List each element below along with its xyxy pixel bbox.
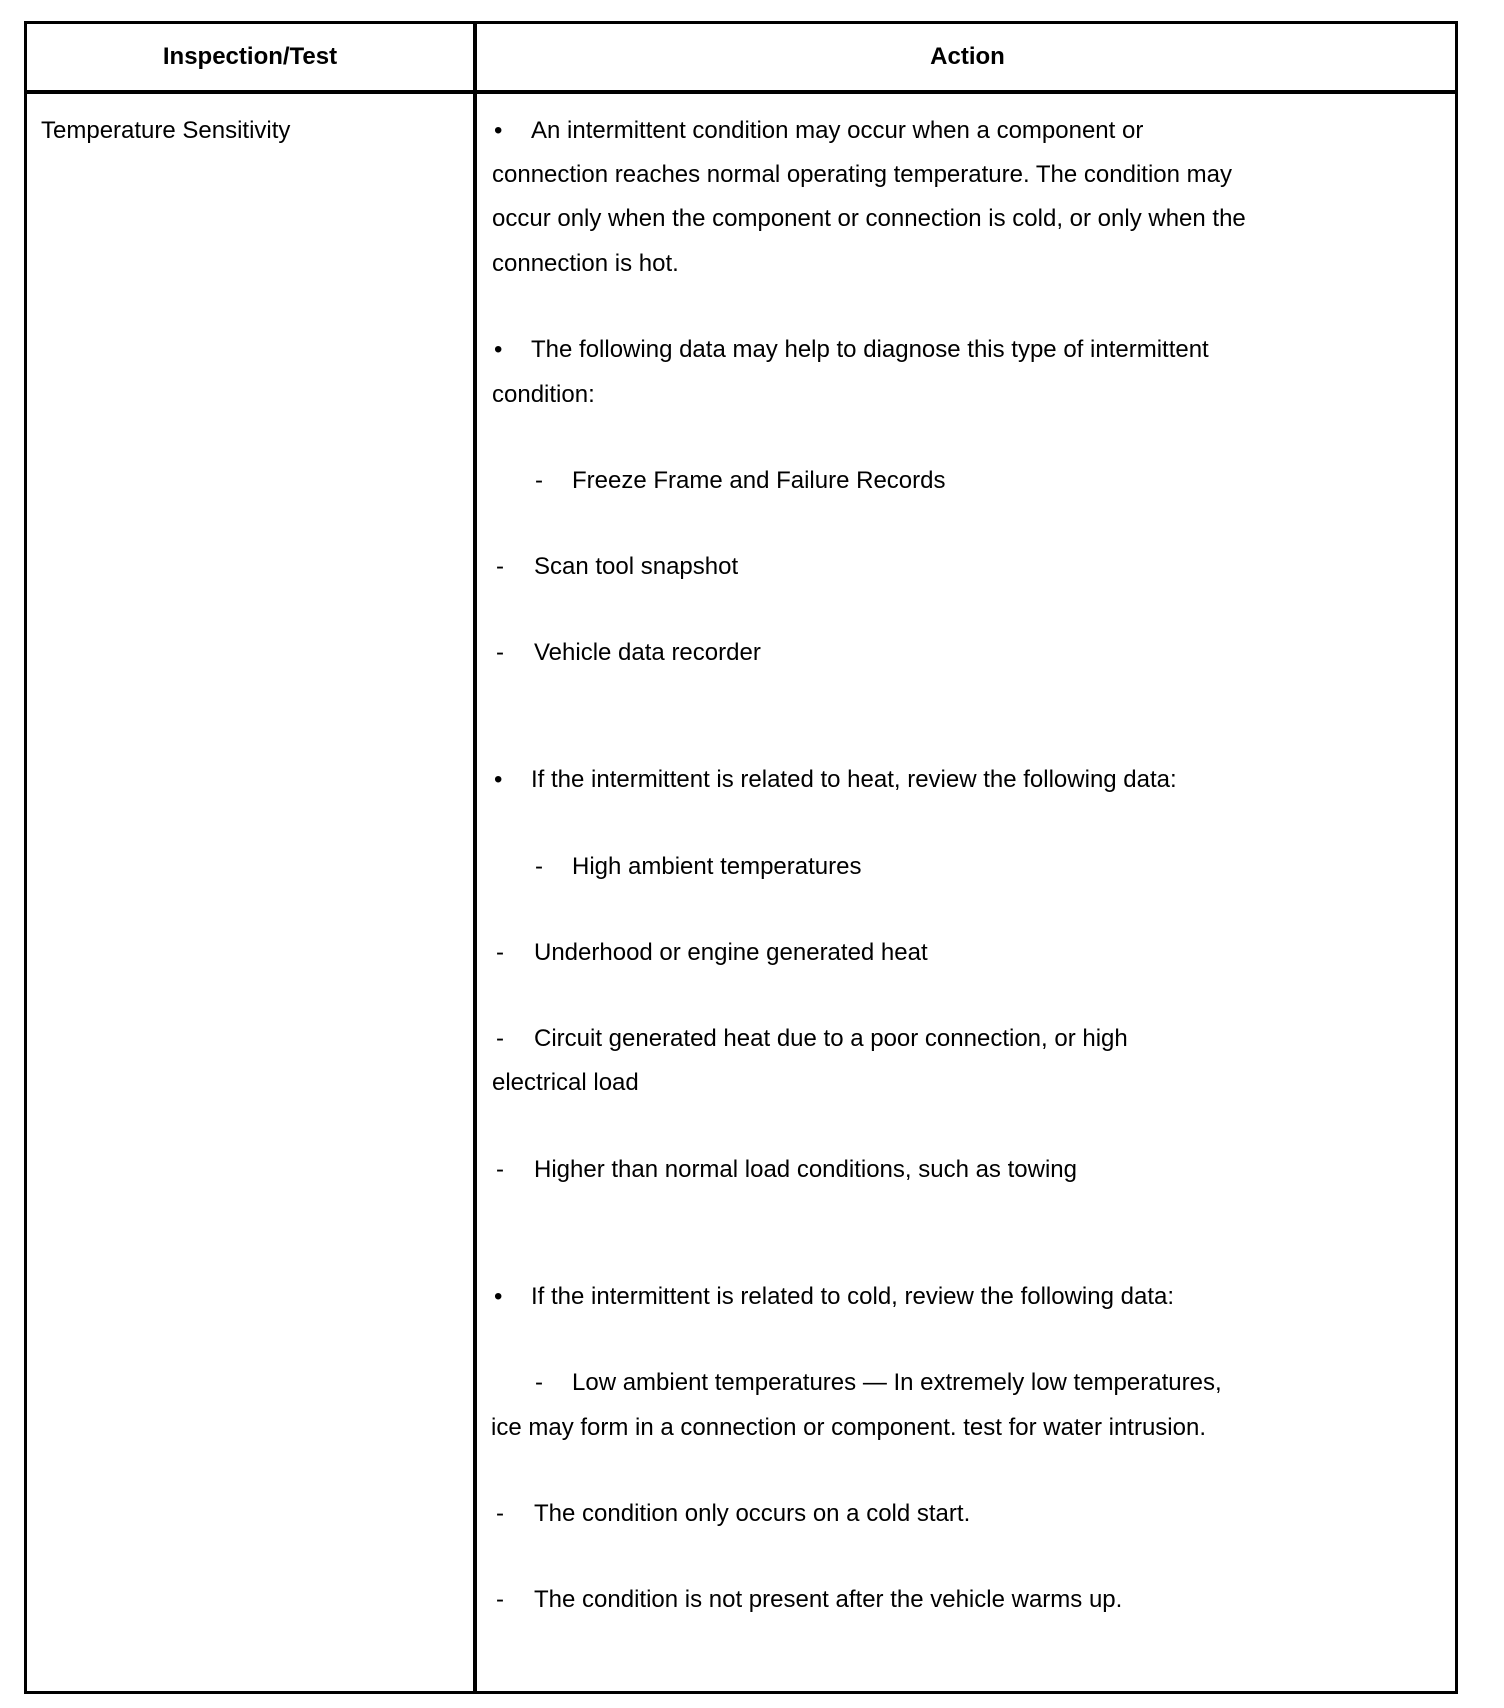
action-line: An intermittent condition may occur when a component or	[531, 117, 1144, 144]
dash-marker: -	[496, 1500, 504, 1527]
action-line: ice may form in a connection or component. test for water intrusion.	[491, 1414, 1206, 1441]
action-line: The following data may help to diagnose this type of intermittent	[531, 336, 1209, 363]
action-line: Low ambient temperatures — In extremely low temperatures,	[572, 1369, 1222, 1396]
action-line: Higher than normal load conditions, such as towing	[534, 1156, 1077, 1183]
action-line: connection reaches normal operating temperature. The condition may	[492, 161, 1232, 188]
action-line: condition:	[492, 381, 595, 408]
dash-marker: -	[496, 939, 504, 966]
action-line: The condition is not present after the vehicle warms up.	[534, 1586, 1123, 1613]
inspection-temperature-sensitivity: Temperature Sensitivity	[41, 117, 291, 144]
action-line: If the intermittent is related to cold, review the following data:	[531, 1283, 1174, 1310]
bullet-marker: •	[494, 336, 503, 363]
action-line: The condition only occurs on a cold start.	[534, 1500, 971, 1527]
dash-marker: -	[496, 1586, 504, 1613]
action-line: connection is hot.	[492, 250, 679, 277]
dash-marker: -	[535, 853, 543, 880]
bullet-marker: •	[494, 1283, 503, 1310]
dash-marker: -	[496, 639, 504, 666]
action-line: Underhood or engine generated heat	[534, 939, 928, 966]
action-line: If the intermittent is related to heat, review the following data:	[531, 766, 1177, 793]
column-divider	[473, 21, 477, 1694]
dash-marker: -	[496, 1025, 504, 1052]
header-action: Action	[930, 43, 1005, 70]
action-line: electrical load	[492, 1069, 639, 1096]
action-line: High ambient temperatures	[572, 853, 862, 880]
dash-marker: -	[496, 553, 504, 580]
action-line: Vehicle data recorder	[534, 639, 761, 666]
action-line: Scan tool snapshot	[534, 553, 739, 580]
header-divider	[24, 90, 1458, 94]
dash-marker: -	[496, 1156, 504, 1183]
bullet-marker: •	[494, 766, 503, 793]
action-line: Freeze Frame and Failure Records	[572, 467, 946, 494]
action-line: Circuit generated heat due to a poor connection, or high	[534, 1025, 1128, 1052]
dash-marker: -	[535, 467, 543, 494]
dash-marker: -	[535, 1369, 543, 1396]
bullet-marker: •	[494, 117, 503, 144]
action-line: occur only when the component or connection is cold, or only when the	[492, 205, 1246, 232]
header-inspection-test: Inspection/Test	[162, 43, 338, 70]
